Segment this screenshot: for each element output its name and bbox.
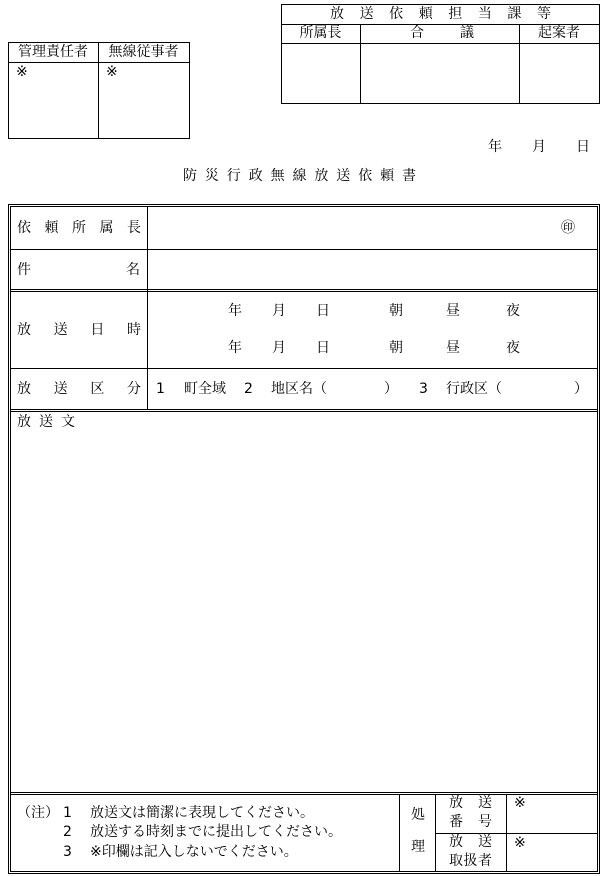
message-label: 放 送 文 bbox=[17, 414, 75, 430]
datetime-row1-morning[interactable]: 朝 bbox=[389, 303, 403, 319]
subject-value-cell[interactable] bbox=[148, 250, 597, 289]
category-option2-text[interactable]: 地区名（ bbox=[271, 381, 327, 397]
category-option3-number[interactable]: 3 bbox=[419, 381, 428, 397]
datetime-row2-noon[interactable]: 昼 bbox=[446, 340, 460, 356]
note-2-number: 2 bbox=[63, 824, 72, 840]
category-option3-text[interactable]: 行政区（ bbox=[446, 381, 502, 397]
consultation-stamp-cell[interactable] bbox=[361, 44, 519, 103]
category-option1-number[interactable]: 1 bbox=[156, 381, 165, 397]
broadcast-handler-label-line2: 取扱者 bbox=[449, 853, 492, 869]
note-1-text: 放送文は簡潔に表現してください。 bbox=[90, 805, 314, 821]
manager-header: 管理責任者 bbox=[18, 44, 88, 60]
broadcast-number-label-line2: 番 号 bbox=[449, 814, 492, 830]
notes-prefix: （注） bbox=[17, 805, 59, 821]
category-option2-number[interactable]: 2 bbox=[244, 381, 253, 397]
requester-value-cell[interactable] bbox=[148, 207, 597, 249]
broadcast-number-label-line1: 放 送 bbox=[449, 795, 492, 811]
datetime-row1-month: 月 bbox=[272, 303, 286, 319]
radio-operator-reserved-mark: ※ bbox=[106, 64, 118, 80]
row-divider-5 bbox=[11, 792, 597, 795]
date-year-label: 年 bbox=[488, 139, 502, 155]
consultation-header: 合 議 bbox=[410, 25, 474, 41]
supervisor-header-divider bbox=[8, 62, 190, 63]
processing-label-bottom: 理 bbox=[411, 839, 425, 855]
subject-label-end: 名 bbox=[126, 262, 140, 278]
category-label: 放 送 区 分 bbox=[17, 381, 141, 397]
date-month-label: 月 bbox=[532, 139, 546, 155]
datetime-row2-day: 日 bbox=[316, 340, 330, 356]
row-divider-3 bbox=[11, 368, 597, 369]
note-2-text: 放送する時刻までに提出してください。 bbox=[90, 824, 342, 840]
drafter-stamp-cell[interactable] bbox=[520, 44, 599, 103]
datetime-row1-noon[interactable]: 昼 bbox=[446, 303, 460, 319]
requester-label: 依 頼 所 属 長 bbox=[17, 220, 141, 236]
datetime-row1-year: 年 bbox=[228, 303, 242, 319]
processing-label-top: 処 bbox=[411, 807, 425, 823]
document-title: 防 災 行 政 無 線 放 送 依 頼 書 bbox=[183, 168, 416, 184]
category-option3-close: ） bbox=[574, 381, 588, 397]
message-body-area[interactable] bbox=[11, 412, 597, 792]
datetime-row2-morning[interactable]: 朝 bbox=[389, 340, 403, 356]
broadcast-handler-reserved-mark: ※ bbox=[514, 835, 526, 851]
datetime-row2-night[interactable]: 夜 bbox=[506, 340, 520, 356]
department-table-title: 放 送 依 頼 担 当 課 等 bbox=[330, 6, 551, 22]
note-3-text: ※印欄は記入しないでください。 bbox=[90, 844, 298, 860]
broadcast-handler-label-line1: 放 送 bbox=[449, 834, 492, 850]
note-3-number: 3 bbox=[63, 844, 72, 860]
label-column-divider bbox=[147, 207, 148, 409]
broadcast-number-reserved-mark: ※ bbox=[514, 795, 526, 811]
note-1-number: 1 bbox=[63, 805, 72, 821]
datetime-row2-year: 年 bbox=[228, 340, 242, 356]
category-option2-close: ） bbox=[384, 381, 398, 397]
date-day-label: 日 bbox=[576, 139, 590, 155]
department-column-divider-1 bbox=[360, 24, 361, 104]
dept-head-stamp-cell[interactable] bbox=[282, 44, 360, 103]
subject-label-start: 件 bbox=[17, 262, 31, 278]
datetime-row1-day: 日 bbox=[316, 303, 330, 319]
datetime-row2-month: 月 bbox=[272, 340, 286, 356]
department-header-divider bbox=[281, 43, 600, 44]
row-divider-1 bbox=[11, 249, 597, 250]
row-divider-2 bbox=[11, 289, 597, 292]
dept-head-header: 所属長 bbox=[299, 25, 342, 41]
datetime-label: 放 送 日 時 bbox=[17, 322, 141, 338]
notes-divider bbox=[399, 795, 400, 871]
manager-reserved-mark: ※ bbox=[16, 64, 28, 80]
seal-mark: ㊞ bbox=[561, 220, 575, 236]
datetime-row1-night[interactable]: 夜 bbox=[506, 303, 520, 319]
row-divider-4 bbox=[11, 409, 597, 412]
radio-operator-header: 無線従事者 bbox=[108, 44, 179, 60]
category-option1-text[interactable]: 町全域 bbox=[184, 381, 226, 397]
datetime-value-cell[interactable] bbox=[148, 292, 597, 368]
drafter-header: 起案者 bbox=[538, 25, 580, 41]
